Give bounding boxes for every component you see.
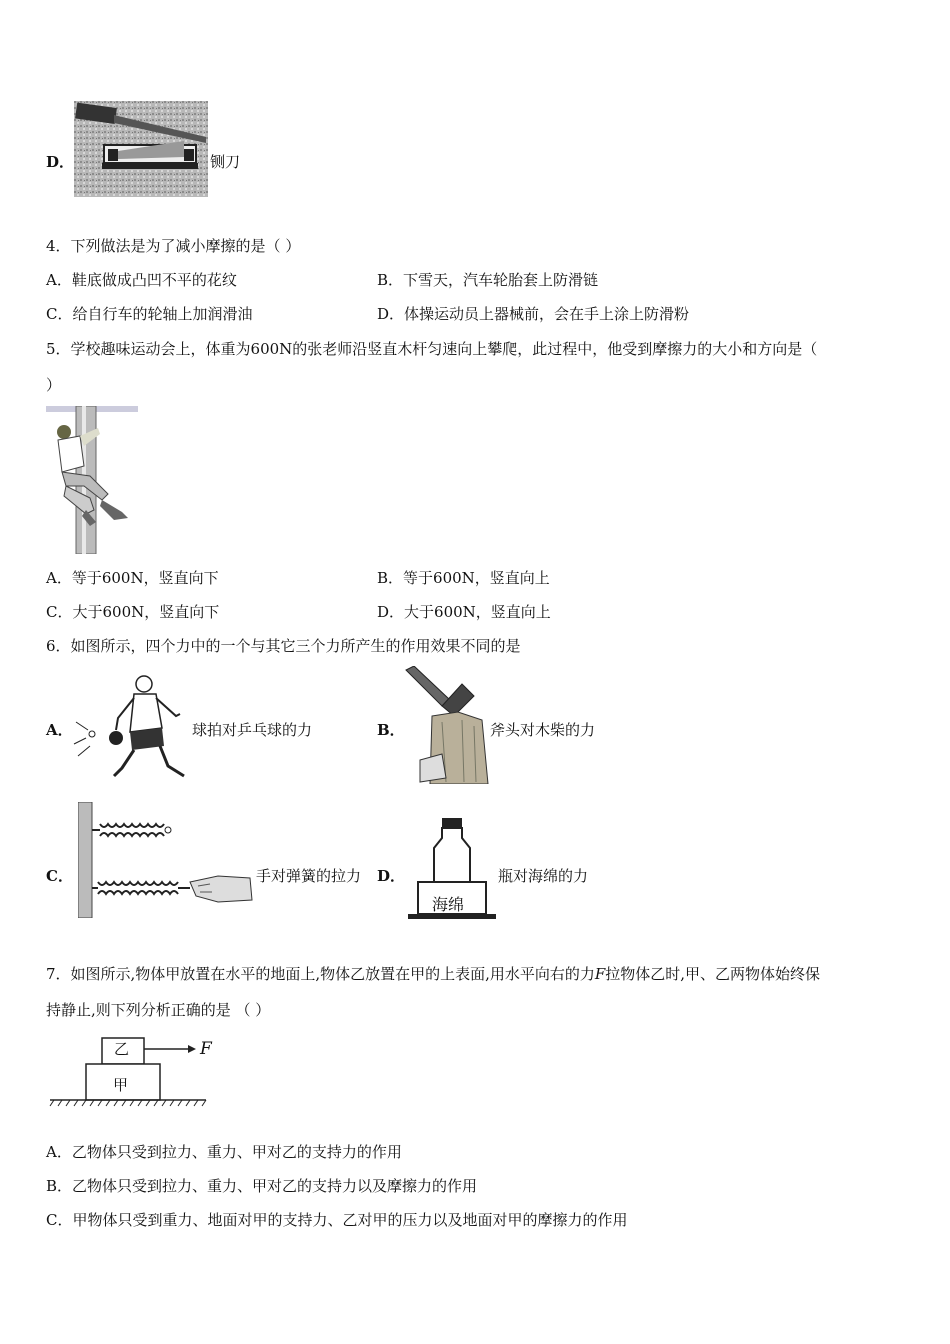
block-jia-label: 甲: [113, 1076, 129, 1094]
q5-option-b: B．等于600N，竖直向上: [377, 569, 550, 587]
q4-option-d: D．体操运动员上器械前，会在手上涂上防滑粉: [377, 305, 690, 323]
q4-option-a: A．鞋底做成凸凹不平的花纹: [46, 271, 237, 289]
q6-option-d-letter: D．: [377, 867, 406, 885]
hand-pulling-spring-figure: [78, 802, 254, 918]
climbing-teacher-figure: [46, 406, 138, 554]
guillotine-figure: [74, 101, 208, 197]
q6-option-b-caption: 斧头对木柴的力: [490, 721, 596, 739]
q3-option-d-letter: D．: [46, 153, 75, 171]
q5-stem-line2: ）: [46, 376, 62, 394]
q4-option-b: B．下雪天，汽车轮胎套上防滑链: [377, 271, 599, 289]
q7-stem-line2: 持静止,则下列分析正确的是 （ ）: [46, 1001, 271, 1019]
q6-stem: 6．如图所示，四个力中的一个与其它三个力所产生的作用效果不同的是: [46, 637, 521, 655]
q5-option-d: D．大于600N，竖直向上: [377, 603, 551, 621]
q7-stem-part1: 7．如图所示,物体甲放置在水平的地面上,物体乙放置在甲的上表面,用水平向右的力: [46, 965, 595, 983]
q7-stem-part2: 拉物体乙时,甲、乙两物体始终保: [605, 965, 821, 983]
block-diagram-figure: [48, 1034, 218, 1110]
q7-option-c: C．甲物体只受到重力、地面对甲的支持力、乙对甲的压力以及地面对甲的摩擦力的作用: [46, 1211, 628, 1229]
q4-stem: 4．下列做法是为了减小摩擦的是（ ）: [46, 237, 301, 255]
axe-splitting-wood-figure: [402, 666, 490, 784]
q5-stem-line1: 5．学校趣味运动会上，体重为600N的张老师沿竖直木杆匀速向上攀爬，此过程中，他受到摩擦力的大小和方向是（: [46, 340, 818, 358]
q7-option-b: B．乙物体只受到拉力、重力、甲对乙的支持力以及摩擦力的作用: [46, 1177, 478, 1195]
q7-stem-line1: [46, 964, 820, 984]
q6-option-a-caption: 球拍对乒乓球的力: [192, 721, 313, 739]
sponge-label: 海绵: [432, 895, 465, 914]
q6-option-a-letter: A．: [46, 721, 73, 739]
q7-option-a: A．乙物体只受到拉力、重力、甲对乙的支持力的作用: [46, 1143, 402, 1161]
force-f-label: F: [200, 1039, 212, 1059]
q6-option-c-caption: 手对弹簧的拉力: [256, 867, 362, 885]
q4-option-c: C．给自行车的轮轴上加润滑油: [46, 305, 253, 323]
q5-option-c: C．大于600N，竖直向下: [46, 603, 220, 621]
q6-option-b-letter: B．: [377, 721, 405, 739]
q3-option-d-caption: 铡刀: [210, 153, 241, 171]
q6-option-d-caption: 瓶对海绵的力: [498, 867, 589, 885]
q5-option-a: A．等于600N，竖直向下: [46, 569, 219, 587]
q6-option-c-letter: C．: [46, 867, 73, 885]
q7-stem-force: F: [594, 965, 606, 983]
table-tennis-player-figure: [72, 672, 190, 784]
block-yi-label: 乙: [114, 1040, 130, 1058]
